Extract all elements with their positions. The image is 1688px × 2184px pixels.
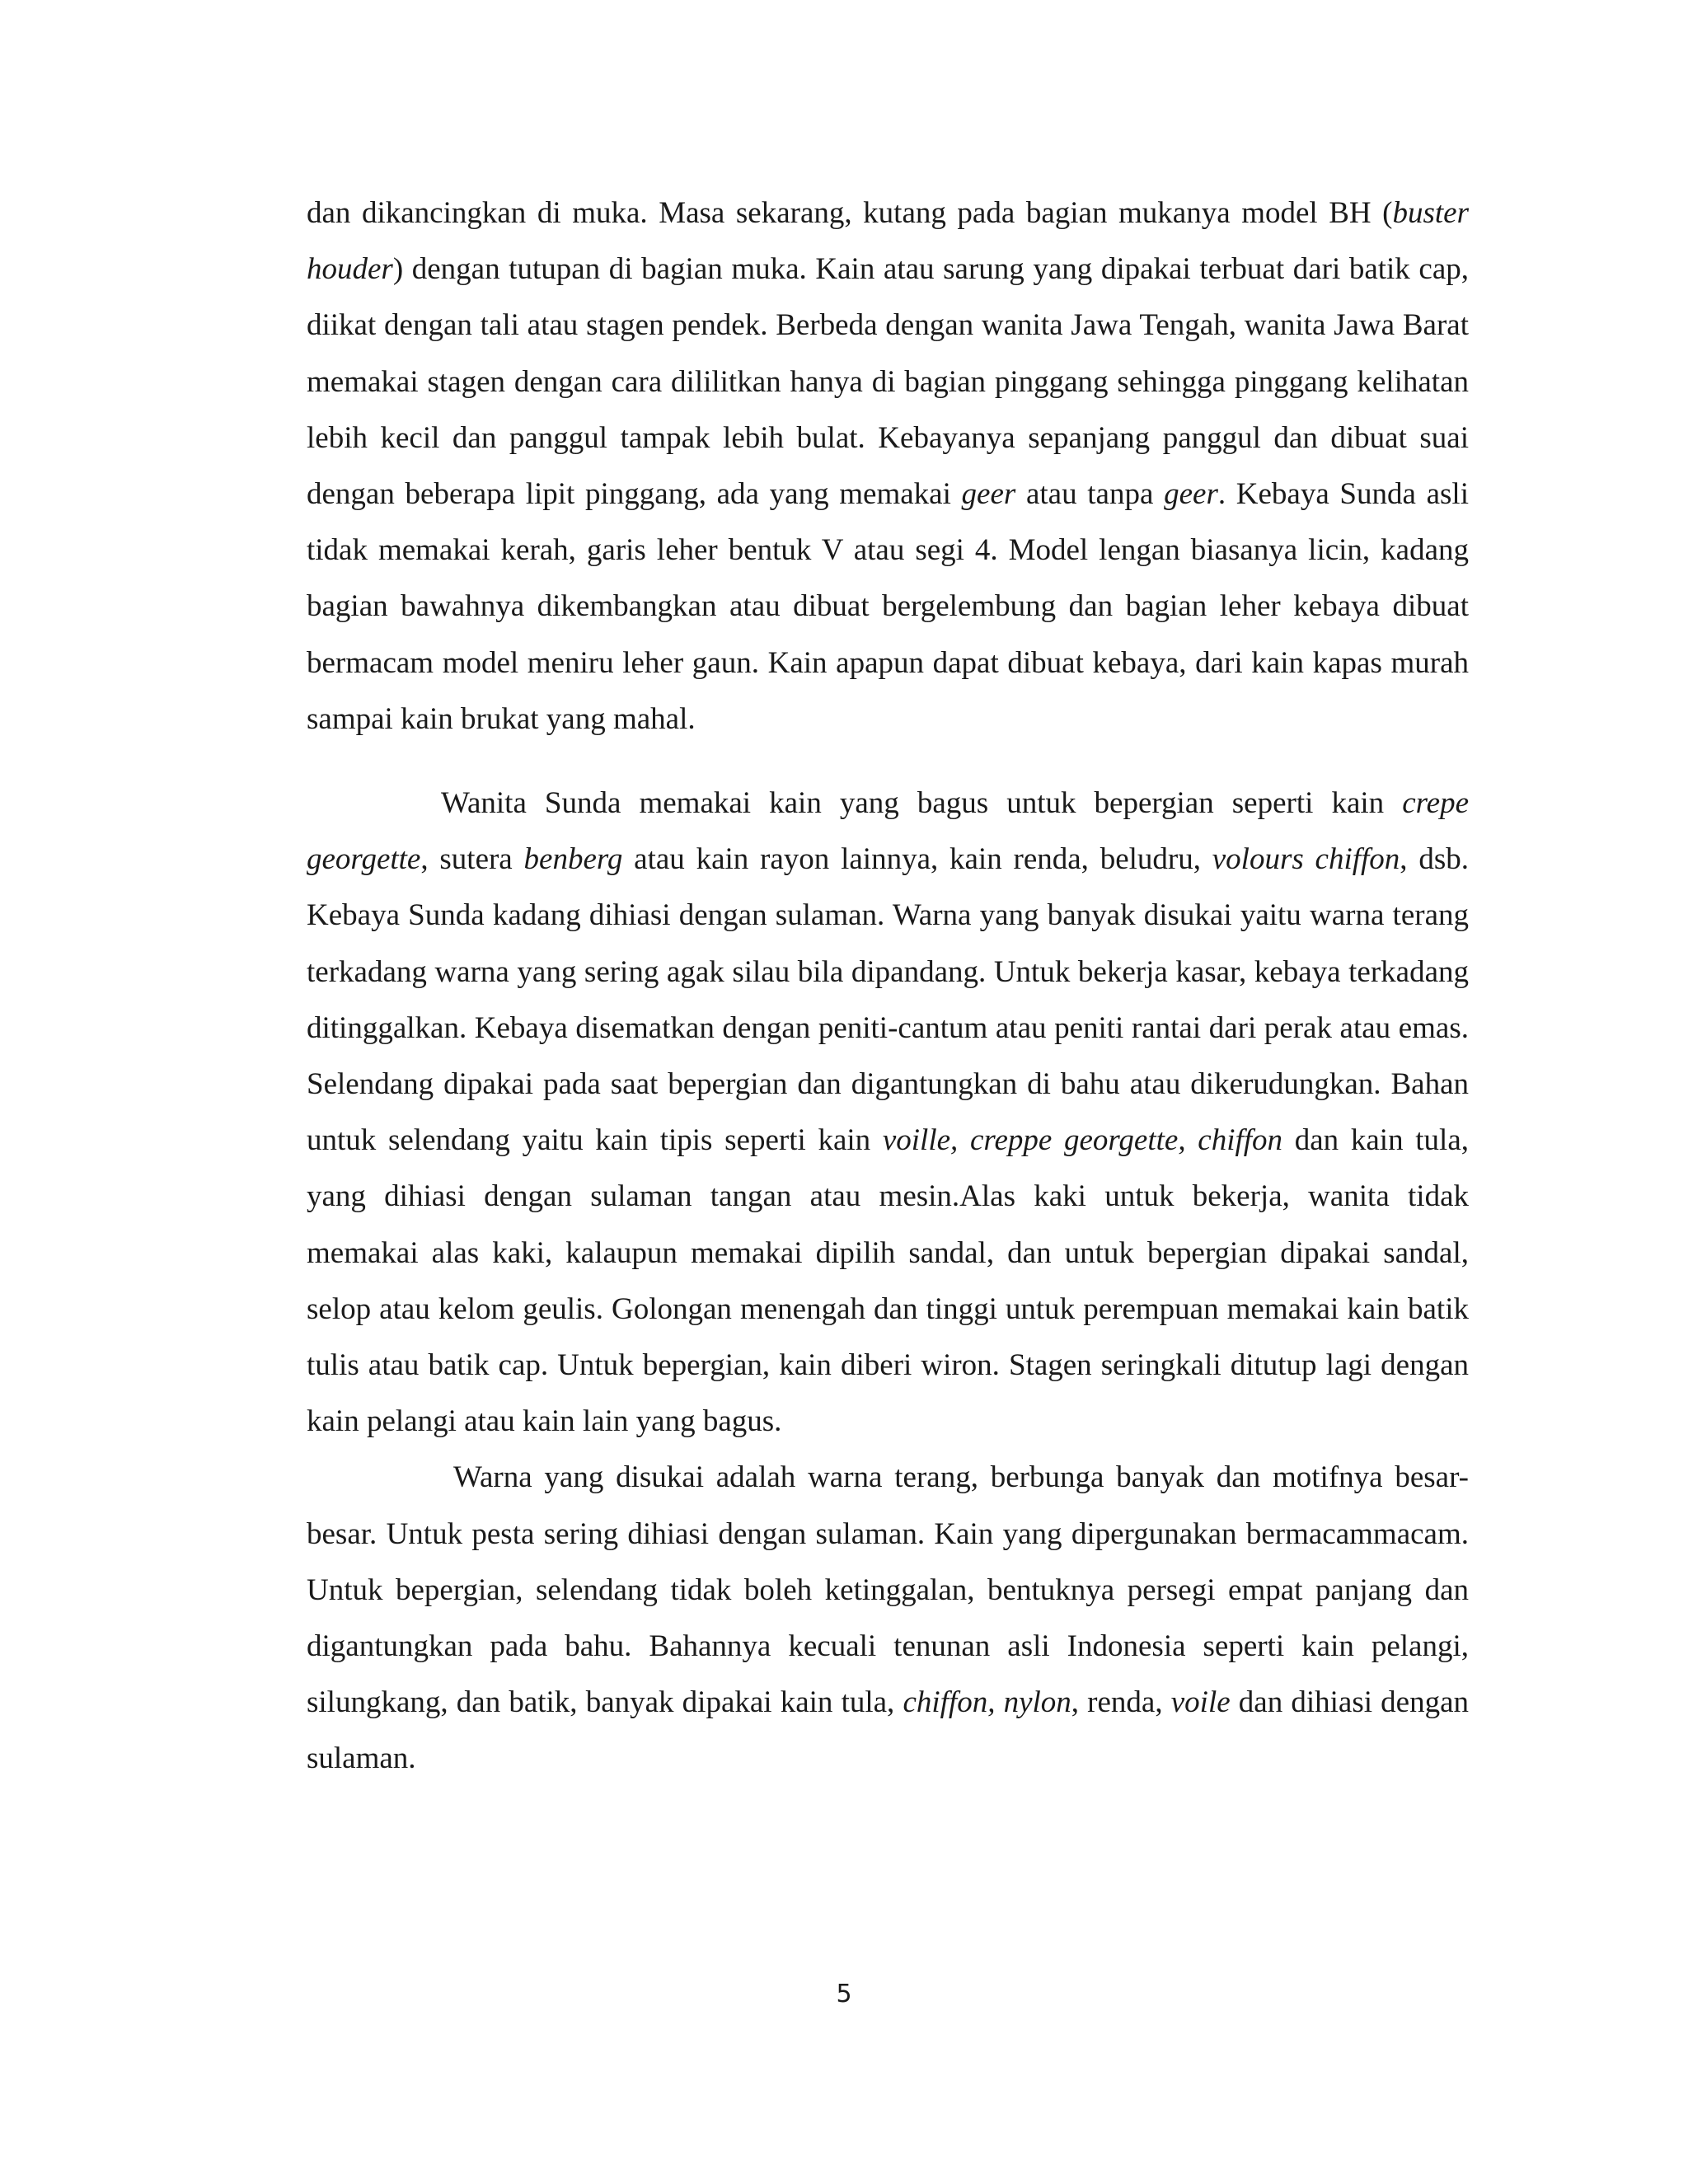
text-run: Warna yang disukai adalah warna terang, berbunga banyak dan motifnya besar-besar. Untuk pesta sering dihiasi dengan sulaman. Kain yang dipergunakan bermacammacam. Untuk bepergian, selendang tidak boleh ketinggalan, bentuknya persegi empat panjang dan digantungkan pada bahu. Bahannya kecuali tenunan asli Indonesia seperti kain pelangi, silungkang, dan batik, banyak dipakai kain tula, <box>307 1460 1469 1720</box>
text-run: , dsb. Kebaya Sunda kadang dihiasi dengan sulaman. Warna yang banyak disukai yaitu warna terang terkadang warna yang sering agak silau bila dipandang. Untuk bekerja kasar, kebaya terkadang ditinggalkan. Kebaya disematkan dengan peniti-cantum atau peniti rantai dari perak atau emas. Selendang dipakai pada saat bepergian dan digantungkan di bahu atau dikerudungkan. Bahan untuk selendang yaitu kain tipis seperti kain <box>307 842 1469 1158</box>
italic-term: chiffon, nylon <box>903 1685 1071 1720</box>
text-run: atau kain rayon lainnya, kain renda, beludru, <box>622 842 1212 877</box>
italic-term: voille, creppe georgette, chiffon <box>882 1123 1283 1158</box>
text-run: dan kain tula, yang dihiasi dengan sulaman tangan atau mesin.Alas kaki untuk bekerja, wanita tidak memakai alas kaki, kalaupun memakai dipilih sandal, dan untuk bepergian dipakai sandal, selop atau kelom geulis. Golongan menengah dan tinggi untuk perempuan memakai kain batik tulis atau batik cap. Untuk bepergian, kain diberi wiron. Stagen seringkali ditutup lagi dengan kain pelangi atau kain lain yang bagus. <box>307 1123 1469 1439</box>
text-run: . Kebaya Sunda asli tidak memakai kerah, garis leher bentuk V atau segi 4. Model lengan biasanya licin, kadang bagian bawahnya dikembangkan atau dibuat bergelembung dan bagian leher kebaya dibuat bermacam model meniru leher gaun. Kain apapun dapat dibuat kebaya, dari kain kapas murah sampai kain brukat yang mahal. <box>307 477 1469 736</box>
body-text <box>307 185 1469 1788</box>
italic-term: buster houder <box>307 196 1469 287</box>
text-run: Wanita Sunda memakai kain yang bagus untuk bepergian seperti kain <box>441 786 1403 821</box>
text-run: atau tanpa <box>1015 477 1165 512</box>
italic-term: volours chiffon <box>1212 842 1400 877</box>
text-run: , renda, <box>1071 1685 1171 1720</box>
italic-term: voile <box>1170 1685 1231 1720</box>
paragraph-3 <box>307 1450 1469 1787</box>
paragraph-2 <box>307 776 1469 1450</box>
italic-term: geer <box>1164 477 1218 512</box>
text-run: ) dengan tutupan di bagian muka. Kain atau sarung yang dipakai terbuat dari batik cap, diikat dengan tali atau stagen pendek. Berbeda dengan wanita Jawa Tengah, wanita Jawa Barat memakai stagen dengan cara dililitkan hanya di bagian pinggang sehingga pinggang kelihatan lebih kecil dan panggul tampak lebih bulat. Kebayanya sepanjang panggul dan dibuat suai dengan beberapa lipit pinggang, ada yang memakai <box>307 252 1469 512</box>
italic-term: geer <box>961 477 1016 512</box>
text-run: dan dihiasi dengan sulaman. <box>307 1685 1469 1776</box>
text-run: , sutera <box>420 842 524 877</box>
text-run: dan dikancingkan di muka. Masa sekarang, kutang pada bagian mukanya model BH ( <box>307 196 1393 230</box>
paragraph-1 <box>307 185 1469 748</box>
italic-term: crepe georgette <box>307 786 1469 877</box>
italic-term: benberg <box>523 842 623 877</box>
page-number: 5 <box>836 1980 852 2008</box>
